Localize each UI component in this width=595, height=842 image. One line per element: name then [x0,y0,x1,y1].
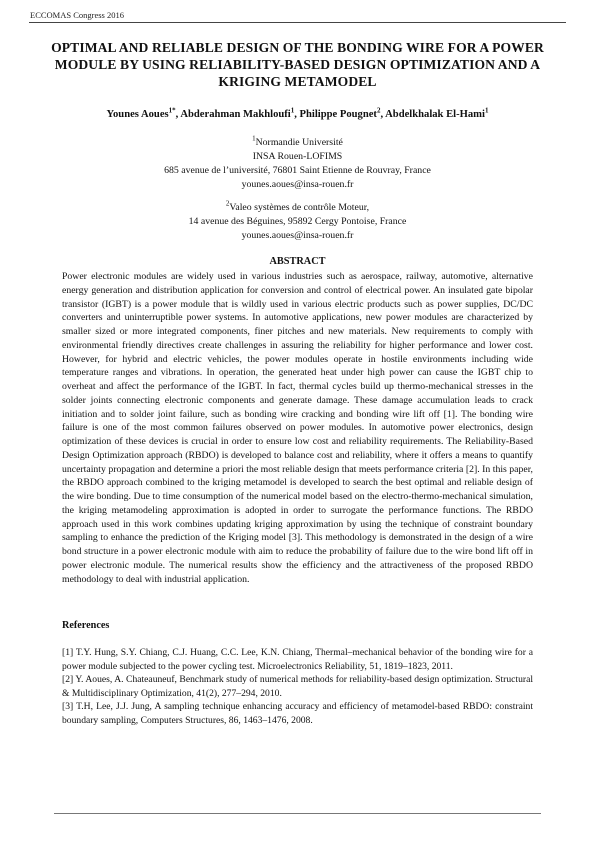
abstract-heading: ABSTRACT [269,256,326,267]
paper-title: OPTIMAL AND RELIABLE DESIGN OF THE BONDING WIRE FOR A POWER MODULE BY USING RELIABILITY-BASED DESIGN OPTIMIZATION AND A KRIGING METAMODEL [51,40,544,89]
reference-item: [2] Y. Aoues, A. Chateauneuf, Benchmark study of numerical methods for reliability-based design optimization. Structural & Multidisciplinary Optimization, 41(2), 277–294, 2010. [62,674,533,699]
author-name: Younes Aoues [106,109,169,120]
affiliation-mark: 1 [252,134,256,143]
author-separator: , [175,109,181,120]
abstract-body: Power electronic modules are widely used in various industries such as aerospace, railway, automotive, alternative energy generation and distribution application for conversion and control of electrical power. An insulated gate bipolar transistor (IGBT) is a power module that is wildly used in various electric products such as power supplies, DC/DC converters and uninterruptible power systems. In automotive applications, new power modules are characterized by smaller sized or more integrated components, finer pitches and new materials. New requirements to comply with environmental friendly directives create challenges in assuring the reliability for higher performance and lower cost. However, for hybrid and electric vehicles, the power modules operate in hostile environments including wide temperature ranges and vibrations. In operation, the generated heat under high power can cause the IGBT chip to overheat and affect the performance of the IGBT. In fact, thermal cycles build up thermo-mechanical stresses in the solder joints connecting electronic components and generate damage. These damage accumulation leads to crack initiation and to solder joint failure, such as bonding wire cracking and bonding wire lift off [1]. The bonding wire failure is one of the most common failures observed on power modules. In automotive power electronics, design optimization of these devices is crucial in order to ensure low cost and reliability requirements. The Reliability-Based Design Optimization approach (RBDO) is developed to balance cost and reliability, where it offers a means to quantify uncertainty propagation and determine a priori the most reliable design that meets performance criteria [2]. In this paper, the RBDO approach combined to the kriging metamodel is developed to search the best optimal and reliable design of the wire bonding. Due to time consumption of the numerical model based on the electro-thermo-mechanical simulation, the kriging metamodeling approximation is adopted in order to surrogate the performance functions. The RBDO approach used in this work combines updating kriging approximation by using the technique of constraint boundary sampling to enhance the prediction of the Kriging model [3]. This methodology is demonstrated in the design of a wire bond structure in a power electronic module with aim to reduce the probability of failure due to the wire bond lift off in power electronic module. The numerical results show the efficiency and the attractiveness of the proposed RBDO methodology to deal with industrial application. [62,271,533,585]
reference-list [62,646,533,728]
affiliation-1 [60,136,535,192]
author-affiliation-mark: 1* [168,106,176,115]
references-heading: References [62,620,110,631]
reference-item: [1] T.Y. Hung, S.Y. Chiang, C.J. Huang, C.C. Lee, K.N. Chiang, Thermal–mechanical behavior of the bonding wire for a power module subjected to the power cycling test. Microelectronics Reliability, 51, 1819–1823, 2011. [62,647,533,672]
affiliation-line: 685 avenue de l’université, 76801 Saint Etienne de Rouvray, France [164,165,431,176]
reference-item: [3] T.H, Lee, J.J. Jung, A sampling technique enhancing accuracy and efficiency of metamodel-based RBDO: constraint boundary sampling, Computers Structures, 86, 1463–1476, 2008. [62,701,533,726]
author-affiliation-mark: 1 [290,106,295,115]
affiliation-2 [60,201,535,243]
author-name: Abdelkhalak El-Hami [385,109,485,120]
author-separator: , [380,109,386,120]
author-affiliation-mark: 1 [484,106,489,115]
affiliation-line: 14 avenue des Béguines, 95892 Cergy Pontoise, France [188,216,407,227]
author-name: Philippe Pougnet [299,109,377,120]
author-list [40,106,555,120]
running-head: ECCOMAS Congress 2016 [30,10,124,20]
affiliation-line: $^1$Normandie Université [252,134,343,148]
header-rule [29,22,566,23]
affiliation-line: INSA Rouen-LOFIMS [252,151,343,162]
author-separator: , [294,109,300,120]
affiliation-email: younes.aoues@insa-rouen.fr [241,179,354,190]
footer-rule [54,813,541,814]
author-affiliation-mark: 2 [376,106,381,115]
affiliation-mark: 2 [225,199,230,208]
affiliation-email: younes.aoues@insa-rouen.fr [241,230,354,241]
author-name: Abderahman Makhloufi [180,109,291,120]
affiliation-line: $^2$Valeo systèmes de contrôle Moteur, [225,199,370,213]
